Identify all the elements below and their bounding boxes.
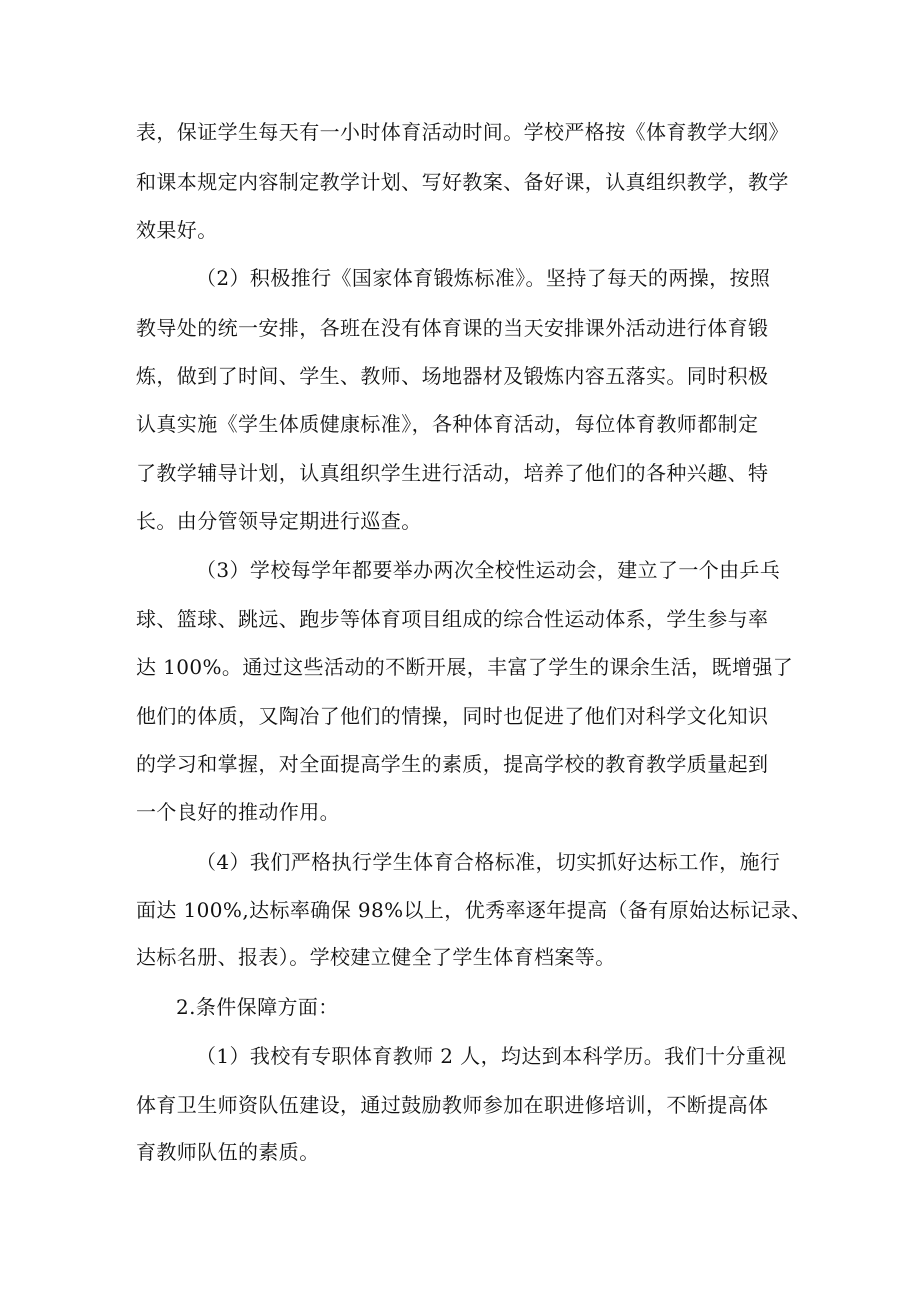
paragraph-1-line-2: 和课本规定内容制定教学计划、写好教案、备好课，认真组织教学，教学 bbox=[136, 170, 789, 194]
paragraph-4-line-1: （4）我们严格执行学生体育合格标准，切实抓好达标工作，施行 bbox=[196, 850, 781, 874]
paragraph-4-line-2: 面达 100%,达标率确保 98%以上，优秀率逐年提高（备有原始达标记录、 bbox=[136, 898, 812, 922]
section-heading: 2.条件保障方面： bbox=[176, 995, 339, 1019]
paragraph-3-line-1: （3）学校每学年都要举办两次全校性运动会，建立了一个由乒乓 bbox=[196, 558, 781, 582]
paragraph-2-line-2: 教导处的统一安排，各班在没有体育课的当天安排课外活动进行体育锻 bbox=[136, 316, 769, 340]
paragraph-4-line-3: 达标名册、报表）。学校建立健全了学生体育档案等。 bbox=[136, 945, 616, 969]
paragraph-1-line-1: 表，保证学生每天有一小时体育活动时间。学校严格按《体育教学大纲》 bbox=[136, 120, 789, 144]
paragraph-3-line-4: 他们的体质，又陶冶了他们的情操，同时也促进了他们对科学文化知识 bbox=[136, 704, 769, 728]
paragraph-3-line-6: 一个良好的推动作用。 bbox=[136, 800, 340, 824]
paragraph-3-line-5: 的学习和掌握，对全面提高学生的素质，提高学校的教育教学质量起到 bbox=[136, 752, 769, 776]
paragraph-2-line-3: 炼，做到了时间、学生、教师、场地器材及锻炼内容五落实。同时积极 bbox=[136, 364, 769, 388]
paragraph-1-line-3: 效果好。 bbox=[136, 218, 218, 242]
paragraph-5-line-1: （1）我校有专职体育教师 2 人，均达到本科学历。我们十分重视 bbox=[196, 1044, 787, 1068]
paragraph-5-line-2: 体育卫生师资队伍建设，通过鼓励教师参加在职进修培训，不断提高体 bbox=[136, 1093, 769, 1117]
paragraph-2-line-6: 长。由分管领导定期进行巡查。 bbox=[136, 509, 422, 533]
paragraph-2-line-1: （2）积极推行《国家体育锻炼标准》。坚持了每天的两操，按照 bbox=[196, 266, 771, 290]
paragraph-3-line-3: 达 100%。通过这些活动的不断开展，丰富了学生的课余生活，既增强了 bbox=[136, 655, 794, 679]
paragraph-5-line-3: 育教师队伍的素质。 bbox=[136, 1140, 320, 1164]
paragraph-3-line-2: 球、篮球、跳远、跑步等体育项目组成的综合性运动体系，学生参与率 bbox=[136, 607, 769, 631]
paragraph-2-line-5: 了教学辅导计划，认真组织学生进行活动，培养了他们的各种兴趣、特 bbox=[136, 461, 769, 485]
paragraph-2-line-4: 认真实施《学生体质健康标准》，各种体育活动，每位体育教师都制定 bbox=[136, 412, 759, 436]
